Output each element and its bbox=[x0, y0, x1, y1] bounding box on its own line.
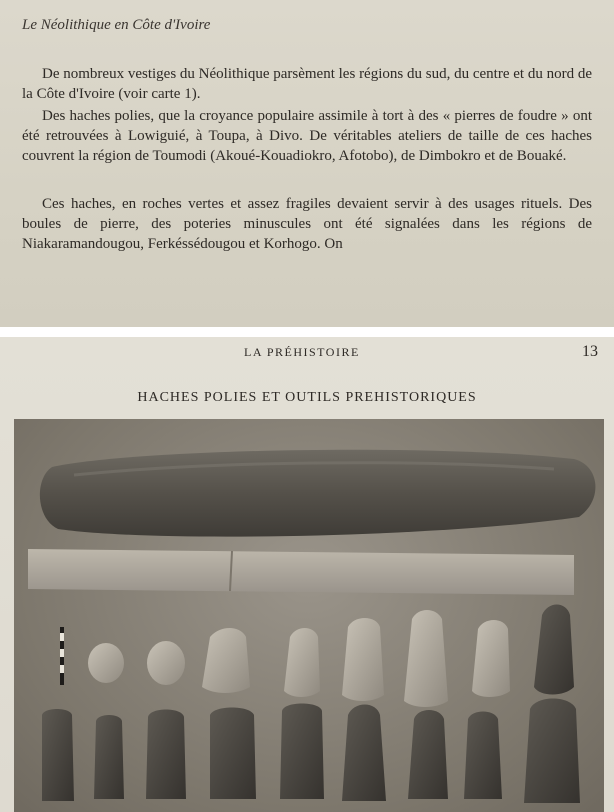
axe-14 bbox=[342, 705, 386, 802]
artifact-illustration bbox=[14, 419, 604, 812]
page-number: 13 bbox=[582, 343, 598, 360]
axe-16 bbox=[464, 712, 502, 800]
artifact-photo bbox=[14, 419, 604, 812]
axe-6 bbox=[404, 610, 448, 707]
figure-title: HACHES POLIES ET OUTILS PREHISTORIQUES bbox=[137, 390, 477, 405]
paragraph-3: Ces haches, en roches vertes et assez fragiles devaient servir à des usages rituels. Des boules de pierre, des poteries minuscules ont été signalées dans les régions de Niakaramandougou, Ferkéssédougou et Korhogo. On bbox=[22, 196, 592, 252]
panel-divider bbox=[0, 327, 614, 337]
axe-4 bbox=[284, 628, 320, 697]
axe-5 bbox=[342, 618, 384, 701]
axe-8 bbox=[534, 605, 574, 695]
axe-2 bbox=[147, 641, 185, 685]
axe-9 bbox=[42, 709, 74, 801]
paragraph-2: Des haches polies, que la croyance populaire assimile à tort à des « pierres de foudre » ont été retrouvées à Lowiguié, à Toupa, à Divo. De véritables ateliers de taille de ces haches couvrent la région de Toumodi (Akoué-Kouadiokro, Afotobo), de Dimbokro et de Bouaké. bbox=[22, 108, 592, 164]
axe-15 bbox=[408, 710, 448, 799]
axe-7 bbox=[472, 620, 510, 697]
axe-1 bbox=[88, 643, 124, 683]
section-title: Le Néolithique en Côte d'Ivoire bbox=[22, 17, 211, 33]
axe-10 bbox=[94, 715, 124, 799]
axe-11 bbox=[146, 710, 186, 800]
axe-13 bbox=[280, 704, 324, 800]
axe-3 bbox=[202, 628, 250, 693]
running-header: LA PRÉHISTOIRE bbox=[244, 345, 360, 359]
bottom-photo-page bbox=[0, 337, 614, 812]
long-slab bbox=[28, 549, 574, 595]
axe-12 bbox=[210, 708, 256, 800]
top-scanned-page bbox=[0, 0, 614, 327]
axe-17 bbox=[524, 699, 580, 804]
paragraph-1: De nombreux vestiges du Néolithique parsèment les régions du sud, du centre et du nord de la Côte d'Ivoire (voir carte 1). bbox=[22, 66, 592, 102]
